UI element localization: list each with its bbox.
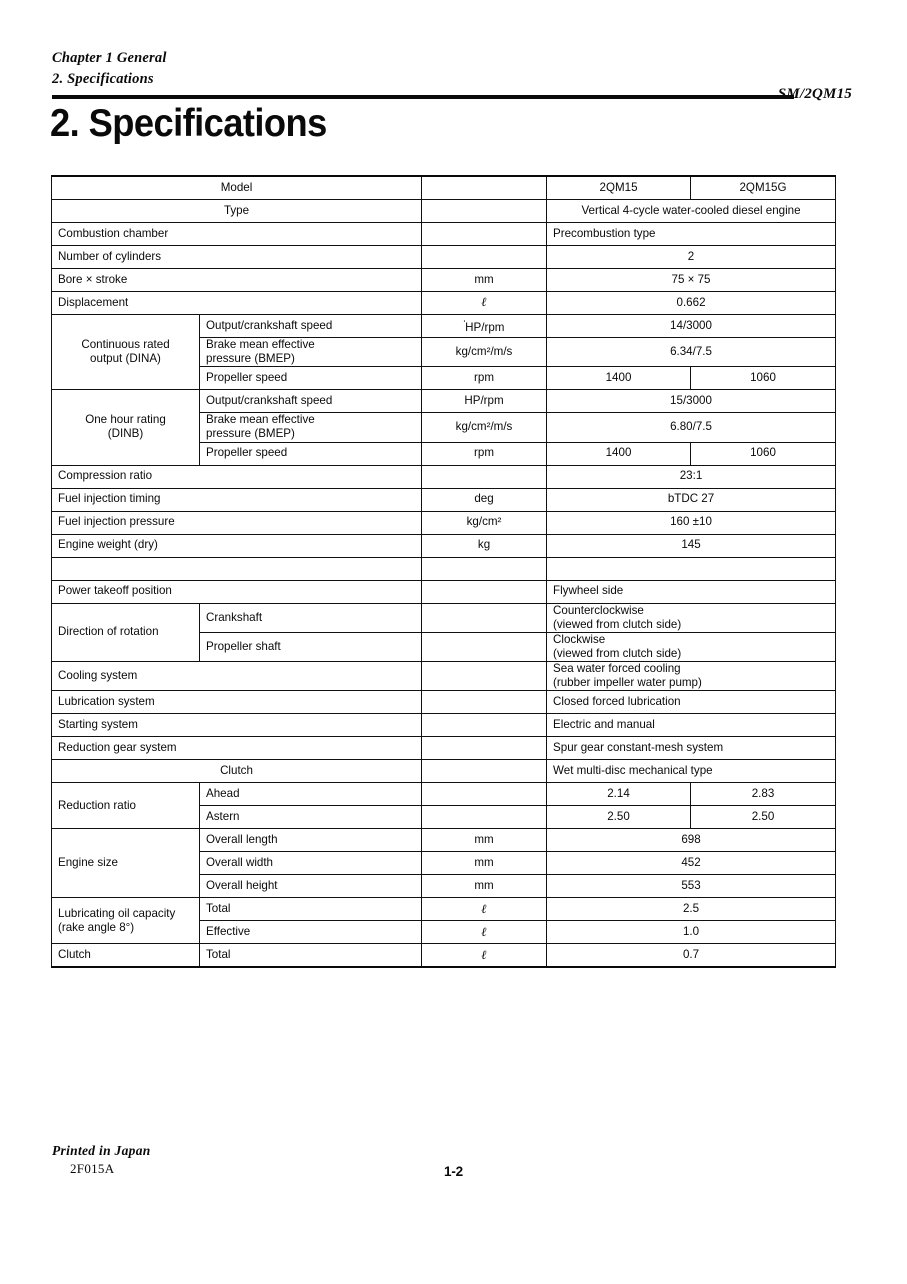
row-unit <box>422 603 547 632</box>
header-chapter: Chapter 1 General <box>52 50 167 66</box>
row-label: Astern <box>200 806 422 829</box>
footer-document-code: 2F015A <box>70 1161 115 1176</box>
table-row-dina-output <box>52 315 836 338</box>
row-label: Crankshaft <box>200 603 422 632</box>
row-unit: HP/rpm <box>422 390 547 413</box>
row-value-line1: Sea water forced cooling <box>553 662 681 676</box>
row-unit: ℓ <box>422 944 547 968</box>
row-label: Model <box>52 176 422 200</box>
row-unit: mm <box>422 829 547 852</box>
specifications-table <box>51 175 836 968</box>
model-a-header: 2QM15 <box>547 176 691 200</box>
row-label-line2: pressure (BMEP) <box>206 427 295 441</box>
table-row-cooling <box>52 662 836 691</box>
row-unit <box>422 580 547 603</box>
row-label: Starting system <box>52 714 422 737</box>
row-unit: mm <box>422 852 547 875</box>
row-unit: ℓ <box>422 292 547 315</box>
row-label: Effective <box>200 921 422 944</box>
group-label-line1: Lubricating oil capacity <box>58 906 176 920</box>
row-label-line1: Brake mean effective <box>206 413 315 427</box>
row-unit <box>422 760 547 783</box>
row-label: Cooling system <box>52 662 422 691</box>
table-row-power-takeoff <box>52 580 836 603</box>
row-label: Engine weight (dry) <box>52 534 422 557</box>
row-unit <box>422 176 547 200</box>
table-row <box>52 292 836 315</box>
row-unit <box>422 315 547 338</box>
row-label: Output/crankshaft speed <box>200 390 422 413</box>
row-unit <box>422 783 547 806</box>
row-value: 1.0 <box>547 921 836 944</box>
table-row-spacer <box>52 557 836 580</box>
row-unit <box>422 691 547 714</box>
group-label-engine-size: Engine size <box>52 829 200 898</box>
group-label-line1: Continuous rated <box>81 338 170 351</box>
header-manual-code: SM/2QM15 <box>777 86 852 103</box>
row-label: Overall length <box>200 829 422 852</box>
row-label: Clutch <box>52 760 422 783</box>
row-value <box>547 662 836 691</box>
model-b-header: 2QM15G <box>691 176 836 200</box>
row-value: 452 <box>547 852 836 875</box>
row-value: 0.7 <box>547 944 836 968</box>
row-label: Compression ratio <box>52 465 422 488</box>
row-label: Propeller speed <box>200 367 422 390</box>
row-value-model-a: 1400 <box>547 442 691 465</box>
row-value: 14/3000 <box>547 315 836 338</box>
table-row <box>52 511 836 534</box>
table-row-clutch-total <box>52 944 836 968</box>
row-unit: kg/cm²/m/s <box>422 413 547 442</box>
table-row <box>52 488 836 511</box>
row-value: Flywheel side <box>547 580 836 603</box>
row-value: Electric and manual <box>547 714 836 737</box>
group-label-line2: (DINB) <box>107 427 144 441</box>
row-label: Fuel injection pressure <box>52 511 422 534</box>
row-unit <box>422 737 547 760</box>
group-label-clutch: Clutch <box>52 944 200 968</box>
row-value-line1: Clockwise <box>553 632 606 646</box>
group-label-line2: (rake angle 8°) <box>58 920 135 934</box>
group-label-dina <box>52 315 200 390</box>
row-unit: deg <box>422 488 547 511</box>
table-row <box>52 534 836 557</box>
row-value: 15/3000 <box>547 390 836 413</box>
row-unit <box>422 246 547 269</box>
row-label: Combustion chamber <box>52 223 422 246</box>
row-unit: ℓ <box>422 898 547 921</box>
row-label: Displacement <box>52 292 422 315</box>
row-unit <box>422 465 547 488</box>
table-row <box>52 465 836 488</box>
row-label: Output/crankshaft speed <box>200 315 422 338</box>
row-label: Overall width <box>200 852 422 875</box>
row-unit <box>422 806 547 829</box>
table-row-clutch-type <box>52 760 836 783</box>
row-label-line2: pressure (BMEP) <box>206 352 295 366</box>
row-unit: kg/cm²/m/s <box>422 338 547 367</box>
row-label: Total <box>200 898 422 921</box>
row-value-line2: (rubber impeller water pump) <box>553 676 702 690</box>
table-row-engine-length <box>52 829 836 852</box>
page-header <box>52 48 852 105</box>
table-row-reduction-gear <box>52 737 836 760</box>
table-row <box>52 223 836 246</box>
row-value-model-b: 1060 <box>691 442 836 465</box>
row-unit: kg <box>422 534 547 557</box>
row-value-model-a: 2.50 <box>547 806 691 829</box>
row-value <box>547 632 836 661</box>
row-value-model-b: 2.83 <box>691 783 836 806</box>
table-row <box>52 246 836 269</box>
row-value <box>547 603 836 632</box>
table-row-reduction-ahead <box>52 783 836 806</box>
page-title: 2. Specifications <box>50 102 327 145</box>
row-label: Total <box>200 944 422 968</box>
row-value: Spur gear constant-mesh system <box>547 737 836 760</box>
row-label: Fuel injection timing <box>52 488 422 511</box>
row-value: Precombustion type <box>547 223 836 246</box>
header-section: 2. Specifications <box>52 70 154 87</box>
row-label: Bore × stroke <box>52 269 422 292</box>
group-label-line2: output (DINA) <box>90 352 161 366</box>
row-value: 6.34/7.5 <box>547 338 836 367</box>
row-value: 160 ±10 <box>547 511 836 534</box>
row-unit <box>422 223 547 246</box>
row-label: Ahead <box>200 783 422 806</box>
table-row-rotation-crankshaft <box>52 603 836 632</box>
footer-page-number: 1-2 <box>444 1164 463 1179</box>
table-row-model <box>52 176 836 200</box>
prime-mark: ʹ <box>463 317 466 328</box>
row-value: Closed forced lubrication <box>547 691 836 714</box>
row-value: bTDC 27 <box>547 488 836 511</box>
row-value: 698 <box>547 829 836 852</box>
table-row-starting <box>52 714 836 737</box>
row-unit <box>422 714 547 737</box>
row-label: Reduction gear system <box>52 737 422 760</box>
row-label: Lubrication system <box>52 691 422 714</box>
row-value-line2: (viewed from clutch side) <box>553 617 682 631</box>
row-unit: mm <box>422 875 547 898</box>
row-label <box>200 413 422 442</box>
row-value-line1: Counterclockwise <box>553 603 644 617</box>
row-unit: rpm <box>422 367 547 390</box>
row-unit-text: HP/rpm <box>465 320 505 334</box>
row-value: 2 <box>547 246 836 269</box>
row-value: 145 <box>547 534 836 557</box>
spacer-cell <box>547 557 836 580</box>
row-value-line2: (viewed from clutch side) <box>553 646 682 660</box>
row-value: Wet multi-disc mechanical type <box>547 760 836 783</box>
row-value-model-b: 2.50 <box>691 806 836 829</box>
row-value: Vertical 4-cycle water-cooled diesel engine <box>547 200 836 223</box>
row-label: Power takeoff position <box>52 580 422 603</box>
row-unit: mm <box>422 269 547 292</box>
row-label: Number of cylinders <box>52 246 422 269</box>
row-value: 2.5 <box>547 898 836 921</box>
group-label-rotation: Direction of rotation <box>52 603 200 662</box>
table-row-lubrication <box>52 691 836 714</box>
row-value: 0.662 <box>547 292 836 315</box>
row-unit <box>422 200 547 223</box>
header-rule <box>52 95 794 99</box>
table-row-dinb-output <box>52 390 836 413</box>
row-value-model-a: 2.14 <box>547 783 691 806</box>
row-label: Overall height <box>200 875 422 898</box>
row-unit: rpm <box>422 442 547 465</box>
row-label: Propeller speed <box>200 442 422 465</box>
spacer-cell <box>422 557 547 580</box>
row-unit: ℓ <box>422 921 547 944</box>
row-unit: kg/cm² <box>422 511 547 534</box>
specifications-table-wrap <box>51 175 835 968</box>
group-label-oil-capacity <box>52 898 200 944</box>
group-label-line1: One hour rating <box>85 413 166 427</box>
row-value-model-a: 1400 <box>547 367 691 390</box>
row-value: 6.80/7.5 <box>547 413 836 442</box>
table-row-oil-total <box>52 898 836 921</box>
row-unit <box>422 662 547 691</box>
row-value: 23:1 <box>547 465 836 488</box>
row-value-model-b: 1060 <box>691 367 836 390</box>
table-row <box>52 269 836 292</box>
row-value: 553 <box>547 875 836 898</box>
spacer-cell <box>52 557 422 580</box>
group-label-reduction-ratio: Reduction ratio <box>52 783 200 829</box>
footer-printed-in-japan: Printed in Japan <box>52 1143 151 1158</box>
group-label-dinb <box>52 390 200 465</box>
row-unit <box>422 632 547 661</box>
row-label <box>200 338 422 367</box>
row-label: Propeller shaft <box>200 632 422 661</box>
table-row <box>52 200 836 223</box>
row-label: Type <box>52 200 422 223</box>
row-label-line1: Brake mean effective <box>206 338 315 351</box>
row-value: 75 × 75 <box>547 269 836 292</box>
